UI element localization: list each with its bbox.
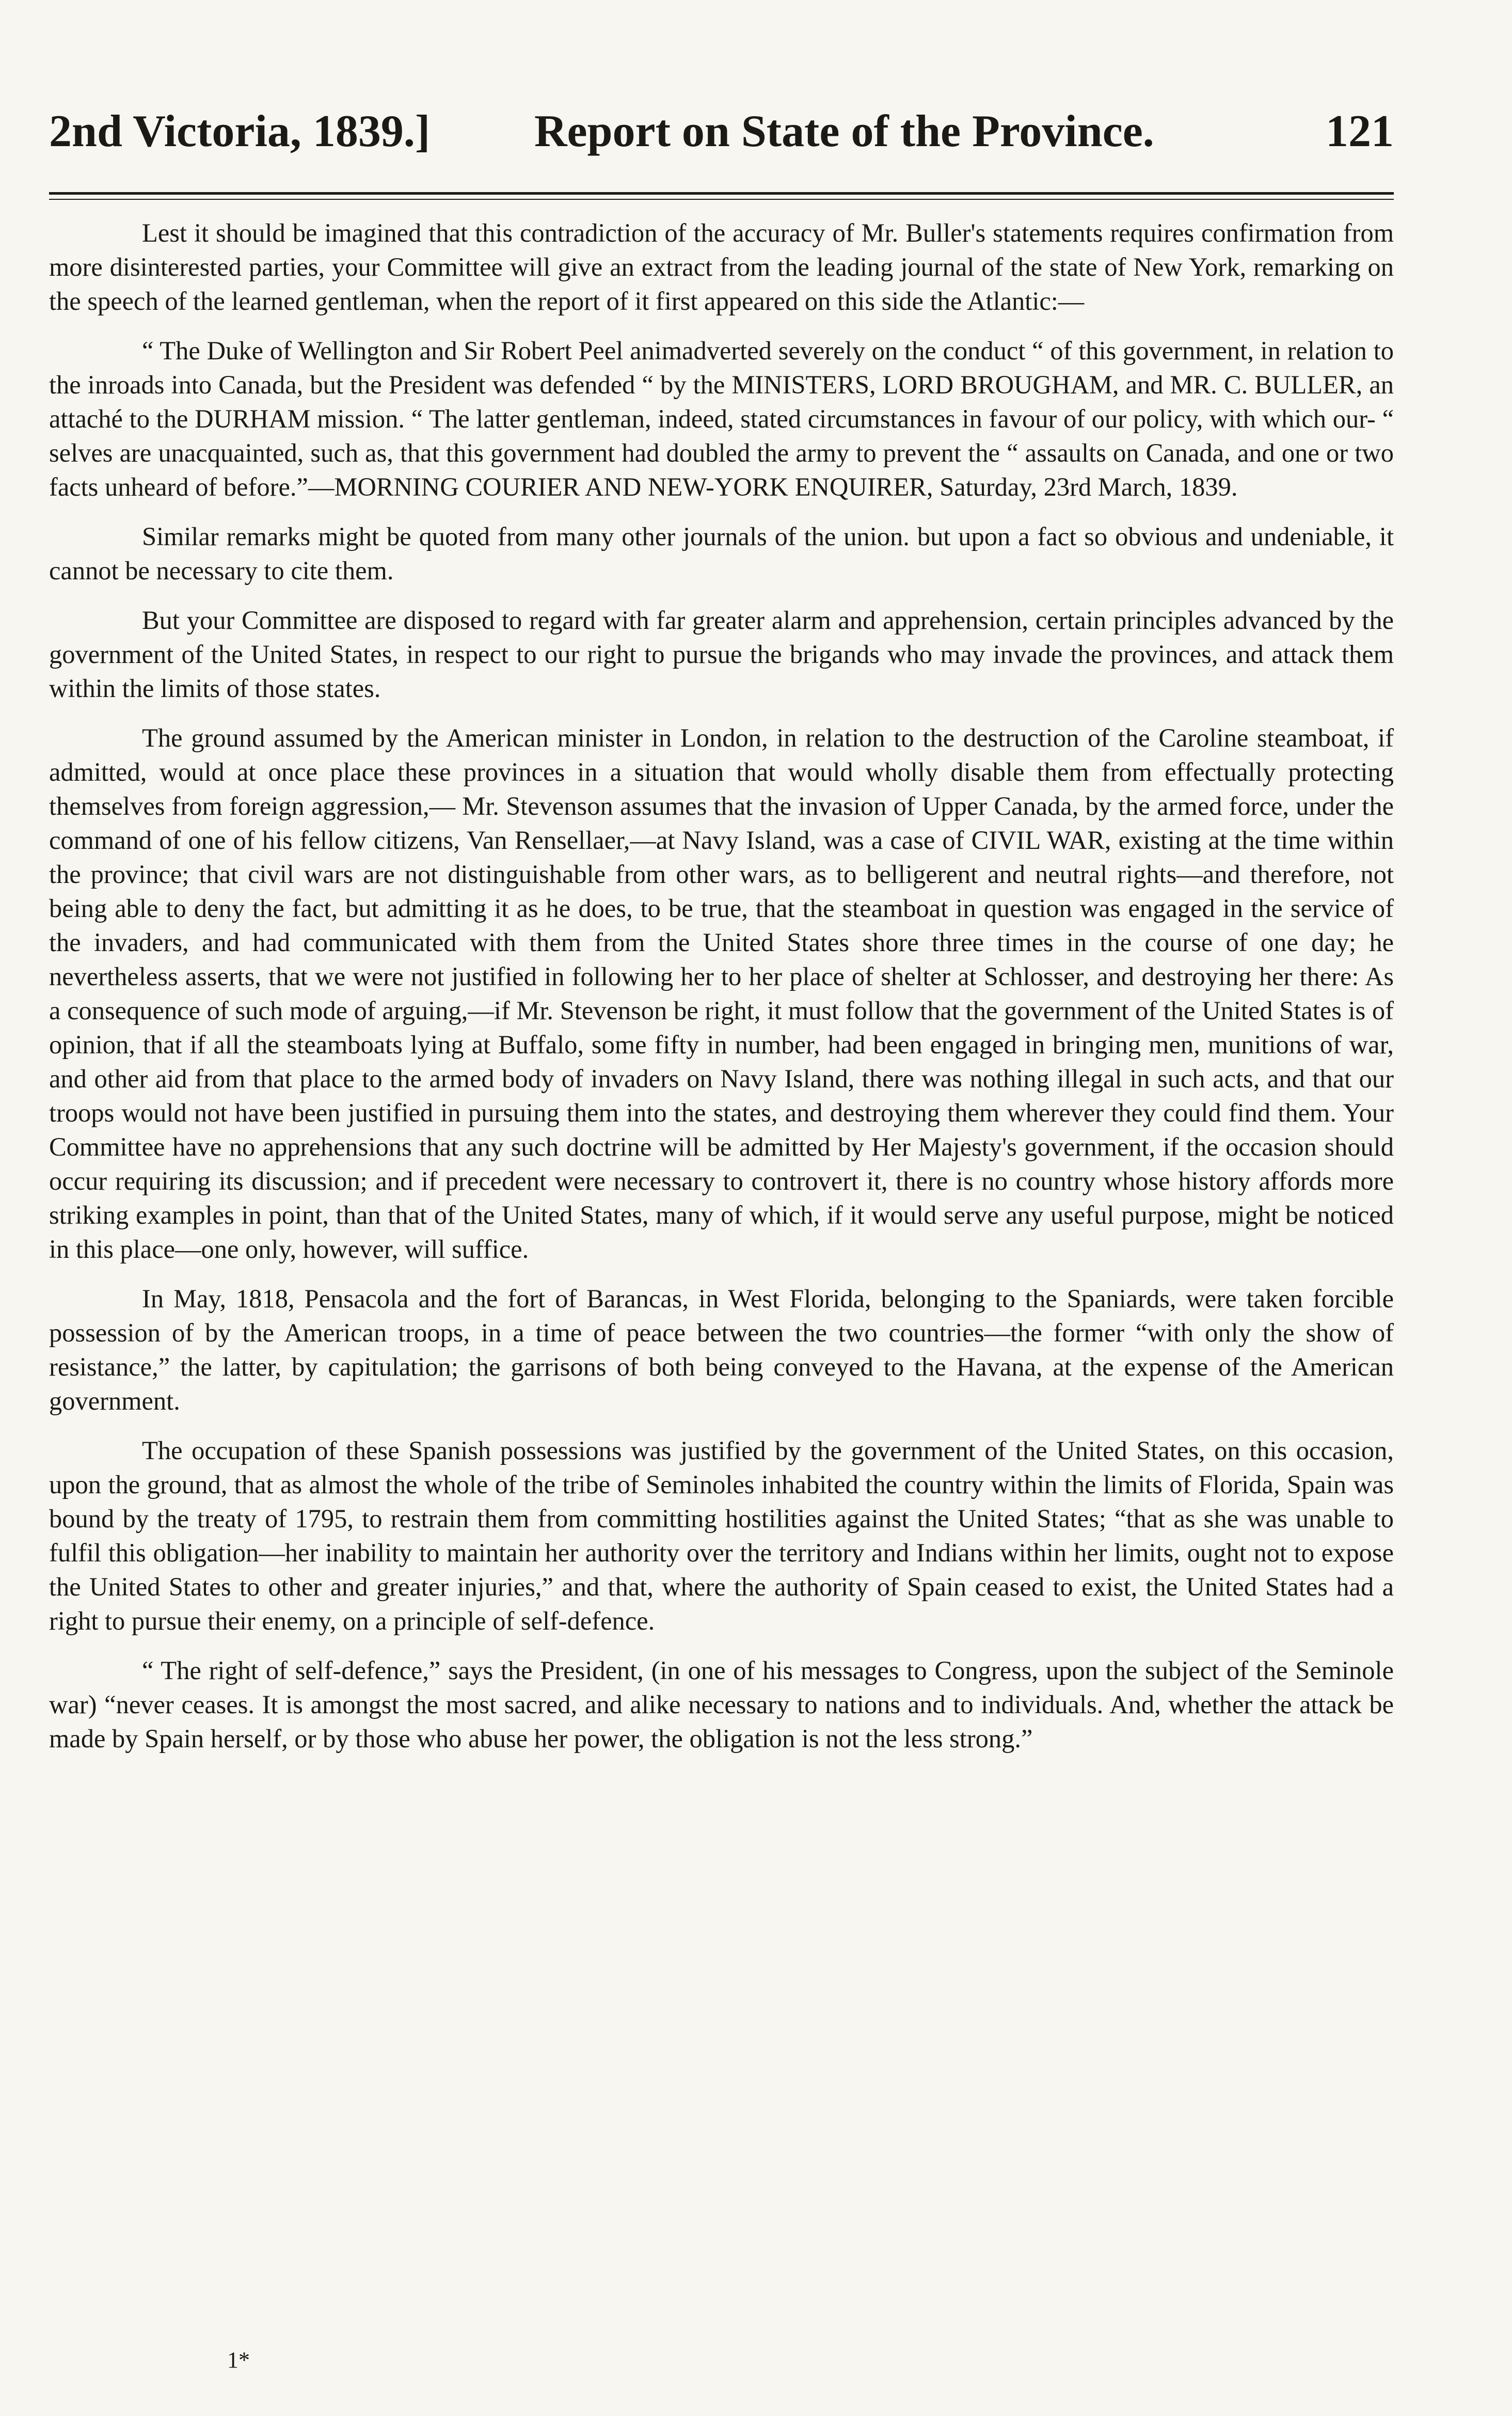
paragraph: Similar remarks might be quoted from many other journals of the union. but upon a fact so obvious and undeniable, it cannot be necessary to cite them.: [49, 522, 1394, 585]
paragraph: Lest it should be imagined that this contradiction of the accuracy of Mr. Buller's statements requires confirmation from more disinterested parties, your Committee will give an extract from the leading journal of the state of New York, remarking on the speech of the learned gentleman, when the report of it first appeared on this side the Atlantic:—: [49, 218, 1394, 315]
president-quote: “ The right of self-defence,” says the President, (in one of his messages to Congress, upon the subject of the Seminole war) “never ceases. It is amongst the most sacred, and alike necessary to nations and to individuals. And, whether the attack be made by Spain herself, or by those who abuse her power, the obligation is not the less strong.”: [49, 1656, 1394, 1753]
header-reign-date: 2nd Victoria, 1839.]: [49, 106, 431, 156]
page-number: 121: [1326, 106, 1394, 156]
paragraph: But your Committee are disposed to regard with far greater alarm and apprehension, certain principles advanced by the government of the United States, in respect to our right to pursue the brigands who may invade the provinces, and attack them within the limits of those states.: [49, 606, 1394, 703]
header-rule-thick: [49, 192, 1394, 195]
paragraph: In May, 1818, Pensacola and the fort of Barancas, in West Florida, belonging to the Spaniards, were taken forcible possession of by the American troops, in a time of peace between the two countries—the former “with only the show of resistance,” the latter, by capitulation; the garrisons of both being conveyed to the Havana, at the expense of the American government.: [49, 1284, 1394, 1415]
paragraph: The ground assumed by the American minister in London, in relation to the destruction of the Caroline steamboat, if admitted, would at once place these provinces in a situation that would wholly disable them from effectually protecting themselves from foreign aggression,— Mr. Stevenson assumes that the invasion of Upper Canada, by the armed force, under the command of one of his fellow citizens, Van Rensellaer,—at Navy Island, was a case of CIVIL WAR, existing at the time within the province; that civil wars are not distinguishable from other wars, as to belligerent and neutral rights—and therefore, not being able to deny the fact, but admitting it as he does, to be true, that the steamboat in question was engaged in the service of the invaders, and had communicated with them from the United States shore three times in the course of one day; he nevertheless asserts, that we were not justified in following her to her place of shelter at Schlosser, and destroying her there: As a consequence of such mode of arguing,—if Mr. Stevenson be right, it must follow that the government of the United States is of opinion, that if all the steamboats lying at Buffalo, some fifty in number, had been engaged in bringing men, munitions of war, and other aid from that place to the armed body of invaders on Navy Island, there was nothing illegal in such acts, and that our troops would not have been justified in pursuing them into the states, and destroying them wherever they could find them. Your Committee have no apprehensions that any such doctrine will be admitted by Her Majesty's government, if the occasion should occur requiring its discussion; and if precedent were necessary to controvert it, there is no country whose history affords more striking examples in point, than that of the United States, many of which, if it would serve any useful purpose, might be noticed in this place—one only, however, will suffice.: [49, 723, 1394, 1264]
paragraph: The occupation of these Spanish possessions was justified by the government of the United States, on this occasion, upon the ground, that as almost the whole of the tribe of Seminoles inhabited the country within the limits of Florida, Spain was bound by the treaty of 1795, to restrain them from committing hostilities against the United States; “that as she was unable to fulfil this obligation—her inability to maintain her authority over the territory and Indians within her limits, ought not to expose the United States to other and greater injuries,” and that, where the authority of Spain ceased to exist, the United States had a right to pursue their enemy, on a principle of self-defence.: [49, 1436, 1394, 1635]
header-rule-thin: [49, 199, 1394, 200]
newspaper-quote: “ The Duke of Wellington and Sir Robert Peel animadverted severely on the conduct “ of this government, in relation to the inroads into Canada, but the President was defended “ by the MINISTERS, LORD BROUGHAM, and MR. C. BULLER, an attaché to the DURHAM mission. “ The latter gentleman, indeed, stated circumstances in favour of our policy, with which our- “ selves are unacquainted, such as, that this government had doubled the army to prevent the “ assaults on Canada, and one or two facts unheard of before.”—MORNING COURIER AND NEW-YORK ENQUIRER, Saturday, 23rd March, 1839.: [49, 336, 1394, 501]
body-text: [49, 216, 1394, 1756]
running-header: [49, 103, 1394, 160]
signature-mark: 1*: [227, 2347, 250, 2373]
header-title: Report on State of the Province.: [534, 106, 1154, 156]
